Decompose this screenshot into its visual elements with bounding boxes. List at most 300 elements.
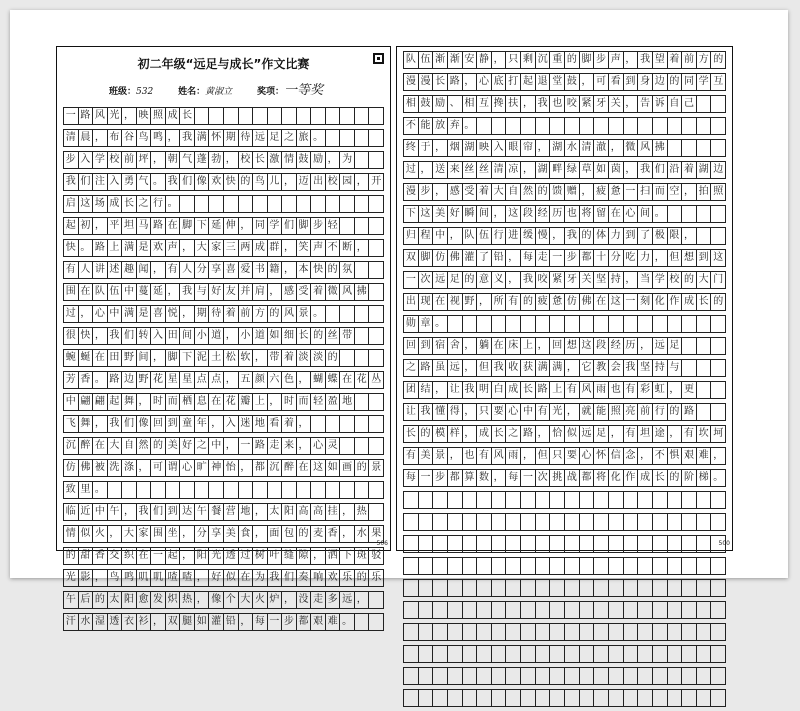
grid-cell: 路 [79,108,94,124]
grid-row [403,117,726,135]
grid-cell: 送 [433,162,448,178]
grid-cell: 凉 [506,162,521,178]
grid-cell: 成 [477,426,492,442]
grid-row [63,503,384,521]
grid-cell: 明 [477,382,492,398]
grid-row [403,249,726,267]
grid-cell [682,580,697,596]
grid-cell: 带 [340,328,355,344]
grid-cell: 在 [433,294,448,310]
grid-cell [355,482,370,498]
grid-cell: 时 [282,394,297,410]
grid-cell: 美 [433,206,448,222]
grid-cell [521,668,536,684]
grid-cell: 。 [711,470,726,486]
grid-cell: 不 [653,448,668,464]
grid-cell: 吃 [624,250,639,266]
grid-cell: 大 [492,184,507,200]
grid-cell: 伍 [419,52,434,68]
grid-cell: ， [93,328,108,344]
grid-cell: 盈 [326,394,341,410]
grid-cell: 底 [492,74,507,90]
grid-cell [580,492,595,508]
grid-cell [419,514,434,530]
grid-cell: 佛 [448,250,463,266]
grid-cell: 脚 [297,218,312,234]
grid-cell [521,316,536,332]
grid-cell [653,118,668,134]
grid-cell: 上 [550,382,565,398]
grid-cell [355,416,370,432]
grid-cell: ， [151,262,166,278]
grid-cell: 湖 [463,140,478,156]
grid-cell: 很 [64,328,79,344]
grid-cell: 在 [166,218,181,234]
grid-cell: 步 [565,250,580,266]
grid-cell [340,306,355,322]
grid-cell: 步 [311,218,326,234]
grid-cell: 细 [282,328,297,344]
grid-cell: 静 [477,52,492,68]
grid-cell: 美 [166,438,181,454]
grid-cell: 心 [477,74,492,90]
grid-cell [580,316,595,332]
grid-cell: 心 [624,206,639,222]
grid-cell: 拍 [697,184,712,200]
grid-cell: 历 [550,206,565,222]
grid-cell: 有 [404,448,419,464]
grid-cell [594,668,609,684]
grid-cell [668,206,683,222]
grid-cell [697,514,712,530]
grid-cell: 。 [151,174,166,190]
grid-cell: 持 [609,272,624,288]
grid-cell [580,118,595,134]
grid-cell: 挑 [550,470,565,486]
grid-cell: 迈 [297,174,312,190]
grid-cell: 快 [64,240,79,256]
grid-cell: 慢 [536,228,551,244]
grid-cell: 翩 [93,394,108,410]
grid-cell [404,624,419,640]
grid-cell: 蝴 [311,372,326,388]
grid-cell: 长 [653,470,668,486]
grid-cell [697,690,712,706]
grid-cell: 历 [624,338,639,354]
grid-cell: 微 [326,284,341,300]
grid-cell: 轻 [311,394,326,410]
grid-cell [697,206,712,222]
grid-cell: 到 [166,416,181,432]
grid-cell: 边 [122,372,137,388]
grid-cell: 光 [550,404,565,420]
grid-cell [506,690,521,706]
grid-cell: 像 [209,592,224,608]
grid-cell: 教 [594,360,609,376]
grid-cell [326,130,341,146]
grid-cell: 地 [340,394,355,410]
grid-cell: 带 [268,350,283,366]
grid-cell [506,316,521,332]
grid-cell: 边 [653,74,668,90]
grid-cell: 来 [448,162,463,178]
grid-cell [340,482,355,498]
grid-cell: 中 [433,228,448,244]
grid-cell [506,536,521,552]
grid-cell: 到 [166,504,181,520]
grid-cell: 雨 [506,448,521,464]
grid-row [63,239,384,257]
grid-cell: 汗 [64,614,79,630]
grid-cell: 临 [64,504,79,520]
grid-cell: ， [253,504,268,520]
grid-cell: 漫 [404,184,419,200]
grid-cell [282,196,297,212]
grid-cell: 我 [492,360,507,376]
grid-cell [668,624,683,640]
grid-cell: 空 [668,184,683,200]
grid-cell [521,514,536,530]
grid-cell: 并 [239,284,254,300]
grid-cell [369,240,384,256]
grid-cell: 前 [682,52,697,68]
grid-cell: 里 [79,482,94,498]
grid-cell [638,514,653,530]
grid-cell: ， [239,460,254,476]
grid-cell: 路 [151,218,166,234]
grid-cell [355,328,370,344]
grid-cell: 布 [108,130,123,146]
grid-cell [506,646,521,662]
grid-cell: 扶 [506,96,521,112]
grid-cell [369,218,384,234]
grid-cell [711,558,726,574]
grid-cell: 相 [404,96,419,112]
grid-cell: 脚 [419,250,434,266]
grid-cell: 闻 [137,262,152,278]
grid-cell: 小 [239,328,254,344]
grid-cell: 烟 [448,140,463,156]
grid-cell [624,514,639,530]
grid-cell: 作 [624,470,639,486]
grid-cell: 作 [668,294,683,310]
grid-cell: 清 [492,162,507,178]
grid-cell: 打 [506,74,521,90]
grid-cell: ， [653,250,668,266]
grid-cell: 路 [108,372,123,388]
grid-row [63,327,384,345]
grid-cell: 好 [180,438,195,454]
grid-cell: 的 [565,52,580,68]
grid-cell: 出 [404,294,419,310]
grid-cell: 的 [419,426,434,442]
grid-cell: 的 [151,438,166,454]
grid-cell [697,338,712,354]
grid-cell [682,514,697,530]
grid-cell: 学 [653,272,668,288]
grid-cell [492,514,507,530]
grid-cell: 缓 [521,228,536,244]
grid-cell: 漫 [404,74,419,90]
grid-cell [253,482,268,498]
grid-cell: 之 [137,196,152,212]
grid-cell [448,624,463,640]
grid-cell: 路 [448,74,463,90]
grid-cell: ， [151,614,166,630]
grid-cell: 围 [151,526,166,542]
grid-cell: 景 [369,460,384,476]
grid-cell [565,624,580,640]
grid-cell: 不 [404,118,419,134]
grid-cell: 鼓 [419,96,434,112]
grid-cell: 之 [404,360,419,376]
grid-cell [682,558,697,574]
grid-cell: 只 [550,448,565,464]
grid-cell: 长 [492,426,507,442]
grid-cell: 的 [536,184,551,200]
grid-cell: 的 [711,52,726,68]
grid-cell: 田 [166,328,181,344]
grid-cell [711,206,726,222]
grid-cell [550,514,565,530]
grid-cell: 学 [93,152,108,168]
grid-cell [326,416,341,432]
grid-cell [151,482,166,498]
grid-cell [369,152,384,168]
grid-cell: 双 [166,614,181,630]
grid-cell: 待 [239,130,254,146]
grid-cell: ， [340,526,355,542]
grid-cell [697,602,712,618]
grid-cell: 水 [79,614,94,630]
grid-cell: 在 [79,284,94,300]
grid-cell: 围 [64,284,79,300]
grid-cell: 绿 [565,162,580,178]
name-label: 姓名： [178,87,206,97]
grid-cell: 的 [64,548,79,564]
grid-cell: 似 [79,526,94,542]
grid-cell: 于 [419,140,434,156]
grid-cell: 的 [239,174,254,190]
grid-cell: ， [195,592,210,608]
grid-cell [580,624,595,640]
grid-cell [653,646,668,662]
grid-cell: 悦 [166,306,181,322]
grid-cell: 我 [638,162,653,178]
grid-cell: 着 [282,416,297,432]
grid-cell [166,482,181,498]
grid-cell: 的 [668,470,683,486]
grid-cell: 远 [340,592,355,608]
grid-cell: 大 [195,240,210,256]
grid-cell: 都 [448,470,463,486]
grid-cell: 声 [609,52,624,68]
grid-row [63,305,384,323]
grid-cell [492,118,507,134]
grid-cell: 惫 [609,184,624,200]
grid-cell [355,394,370,410]
grid-cell: 如 [195,614,210,630]
grid-cell: 野 [137,372,152,388]
grid-cell: 这 [419,206,434,222]
grid-cell: 湖 [697,162,712,178]
grid-cell: 感 [448,184,463,200]
grid-cell [609,118,624,134]
grid-cell [638,646,653,662]
grid-cell [697,360,712,376]
grid-cell: 长 [521,382,536,398]
grid-cell [609,492,624,508]
class-value: 532 [136,87,154,97]
grid-cell: 为 [340,152,355,168]
grid-cell: 水 [565,140,580,156]
grid-cell [536,514,551,530]
grid-cell [711,228,726,244]
scanned-sheet [10,10,788,627]
grid-cell [369,394,384,410]
grid-cell [419,558,434,574]
grid-cell [594,602,609,618]
grid-cell [448,536,463,552]
grid-cell: 鸣 [151,130,166,146]
grid-row [403,51,726,69]
grid-cell [638,118,653,134]
grid-cell: 在 [93,350,108,366]
grid-cell: 间 [180,328,195,344]
grid-cell: 同 [682,74,697,90]
grid-cell: 如 [594,162,609,178]
grid-cell: 怀 [594,448,609,464]
grid-row [403,491,726,509]
grid-cell [697,536,712,552]
grid-cell: 与 [195,284,210,300]
grid-cell [311,416,326,432]
grid-cell: 的 [355,460,370,476]
grid-cell [404,536,419,552]
grid-cell: 在 [609,206,624,222]
grid-cell: 道 [209,328,224,344]
grid-cell: 甜 [79,548,94,564]
grid-cell: 场 [93,196,108,212]
grid-cell: 们 [653,162,668,178]
grid-cell: 沉 [536,52,551,68]
grid-cell: 们 [282,218,297,234]
grid-cell: ， [477,294,492,310]
grid-cell [506,602,521,618]
grid-cell [521,646,536,662]
grid-cell: 视 [448,294,463,310]
grid-cell: 每 [404,470,419,486]
grid-cell [463,668,478,684]
grid-cell: 景 [297,306,312,322]
grid-row [63,591,384,609]
grid-cell [404,514,419,530]
grid-cell [108,482,123,498]
grid-cell: ， [93,416,108,432]
grid-cell: 个 [224,592,239,608]
grid-cell [448,646,463,662]
grid-cell: 好 [209,284,224,300]
grid-cell [521,536,536,552]
grid-cell [224,108,239,124]
grid-cell: 馈 [550,184,565,200]
grid-cell: ， [638,448,653,464]
grid-cell: 在 [594,294,609,310]
grid-cell: 都 [580,470,595,486]
grid-cell [668,492,683,508]
grid-cell: ， [108,526,123,542]
grid-cell: 的 [326,350,341,366]
grid-cell [711,404,726,420]
grid-cell: ， [536,338,551,354]
grid-cell: 炉 [268,592,283,608]
grid-cell: 阳 [195,548,210,564]
grid-cell: ， [624,162,639,178]
grid-cell: 鸣 [122,570,137,586]
grid-row [403,469,726,487]
grid-cell: 映 [477,140,492,156]
grid-cell [594,646,609,662]
grid-cell: 扫 [638,184,653,200]
grid-cell [550,492,565,508]
grid-cell: 述 [108,262,123,278]
grid-cell: 与 [668,360,683,376]
grid-cell [419,668,434,684]
grid-cell [355,196,370,212]
grid-cell: 着 [668,52,683,68]
grid-cell: ， [463,360,478,376]
grid-cell: 火 [253,592,268,608]
grid-cell: 让 [448,382,463,398]
grid-cell: 雨 [594,382,609,398]
grid-cell [624,118,639,134]
grid-cell: ， [282,262,297,278]
grid-cell: 仿 [64,460,79,476]
grid-cell: ， [355,174,370,190]
grid-cell: 心 [180,460,195,476]
grid-row [63,393,384,411]
grid-cell: 如 [326,460,341,476]
grid-cell: 分 [609,250,624,266]
grid-cell [355,152,370,168]
grid-cell: 气 [137,174,152,190]
grid-cell: ， [297,416,312,432]
grid-cell: 有 [565,382,580,398]
grid-cell: 景 [433,448,448,464]
grid-cell [463,316,478,332]
grid-cell: 有 [624,382,639,398]
grid-cell: ， [93,130,108,146]
grid-cell: 一 [151,548,166,564]
grid-cell: 们 [282,570,297,586]
grid-row [403,337,726,355]
grid-cell: 炽 [166,592,181,608]
grid-cell [697,492,712,508]
grid-cell: 鸟 [137,130,152,146]
grid-cell: 朝 [166,152,181,168]
grid-cell [536,536,551,552]
grid-cell: 次 [536,470,551,486]
grid-cell [369,438,384,454]
grid-cell [550,624,565,640]
grid-cell: 坎 [697,426,712,442]
grid-cell: 这 [711,250,726,266]
grid-cell: 这 [609,294,624,310]
grid-cell: 坷 [711,426,726,442]
grid-cell: 欢 [151,240,166,256]
grid-cell: 仿 [433,250,448,266]
grid-cell: 喜 [224,262,239,278]
